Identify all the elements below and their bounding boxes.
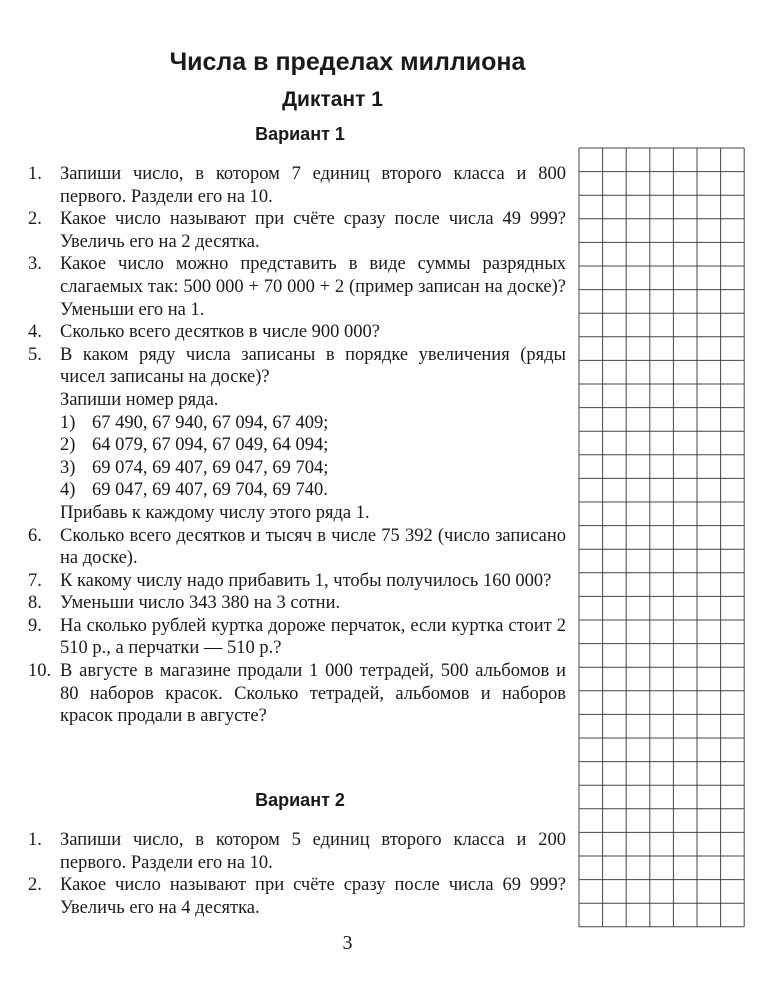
row-text: 69 074, 69 407, 69 047, 69 704;	[92, 457, 329, 478]
task-number: 2.	[28, 209, 42, 230]
task-text: В августе в магазине продали 1 000 тетрадей, 500 альбомов и 80 наборов красок. Сколько тетрадей, альбомов и наборов красок продали в августе?	[60, 661, 566, 727]
number-row	[60, 479, 566, 502]
variant-1-task-list	[28, 163, 566, 728]
row-text: 69 047, 69 407, 69 704, 69 740.	[92, 480, 328, 501]
task-number: 1.	[28, 830, 42, 850]
task-text: Сколько всего десятков в числе 900 000?	[60, 322, 380, 343]
task-text: К какому числу надо прибавить 1, чтобы получилось 160 000?	[60, 570, 552, 591]
task-item	[28, 615, 566, 660]
row-number: 2)	[60, 435, 76, 456]
task-item	[28, 570, 566, 593]
number-row	[60, 434, 566, 457]
task-text: На сколько рублей куртка дороже перчаток, если куртка стоит 2 510 р., а перчатки — 510 р.?	[60, 615, 566, 659]
task-text: Запиши число, в котором 5 единиц второго класса и 200 первого. Раздели его на 10.	[60, 830, 566, 873]
task-number: 10.	[28, 661, 52, 682]
task-instruction: Запиши номер ряда.	[60, 389, 219, 410]
task-text: В каком ряду числа записаны в порядке увеличения (ряды чисел записаны на доске)?	[60, 344, 566, 388]
variant-2-task-list	[28, 829, 566, 919]
page-number: 3	[342, 932, 353, 954]
task-number: 8.	[28, 593, 42, 614]
task-item	[28, 208, 566, 253]
task-item	[28, 660, 566, 728]
row-text: 67 490, 67 940, 67 094, 67 409;	[92, 412, 329, 433]
task-number: 6.	[28, 525, 42, 546]
page-title: Числа в пределах миллиона	[169, 48, 526, 76]
variant-2-heading: Вариант 2	[255, 790, 345, 810]
number-row	[60, 412, 566, 435]
task-item	[28, 525, 566, 570]
row-text: 64 079, 67 094, 67 049, 64 094;	[92, 435, 329, 456]
task-text: Какое число можно представить в виде суммы разрядных слагаемых так: 500 000 + 70 000 + 2 (пример записан на доске)? Уменьши его на 1.	[60, 254, 566, 320]
task-number: 1.	[28, 164, 42, 184]
task-number: 7.	[28, 570, 42, 591]
task-item	[28, 253, 566, 321]
task-text: Сколько всего десятков и тысяч в числе 75 392 (число записано на доске).	[60, 525, 566, 569]
task-text: Какое число называют при счёте сразу после числа 49 999? Увеличь его на 2 десятка.	[60, 209, 566, 252]
task-item	[28, 829, 566, 874]
task-number: 3.	[28, 254, 42, 275]
number-row	[60, 457, 566, 480]
task-item	[28, 874, 566, 919]
row-number: 1)	[60, 412, 76, 433]
dictation-title: Диктант 1	[282, 88, 383, 111]
task-text: Запиши число, в котором 7 единиц второго класса и 800 первого. Раздели его на 10.	[60, 164, 566, 207]
task-item	[28, 321, 566, 344]
task-instruction: Прибавь к каждому числу этого ряда 1.	[60, 502, 370, 523]
task-number: 4.	[28, 322, 42, 343]
number-rows-list	[60, 412, 566, 502]
task-item	[28, 163, 566, 208]
task-text: Уменьши число 343 380 на 3 сотни.	[60, 593, 341, 614]
task-text: Какое число называют при счёте сразу после числа 69 999? Увеличь его на 4 десятка.	[60, 875, 566, 918]
variant-1-heading: Вариант 1	[255, 124, 345, 144]
task-item	[28, 592, 566, 615]
task-number: 2.	[28, 875, 42, 896]
task-number: 9.	[28, 615, 42, 636]
task-item	[28, 344, 566, 525]
answer-grid	[578, 147, 748, 932]
row-number: 3)	[60, 457, 76, 478]
row-number: 4)	[60, 480, 76, 501]
task-number: 5.	[28, 344, 42, 365]
